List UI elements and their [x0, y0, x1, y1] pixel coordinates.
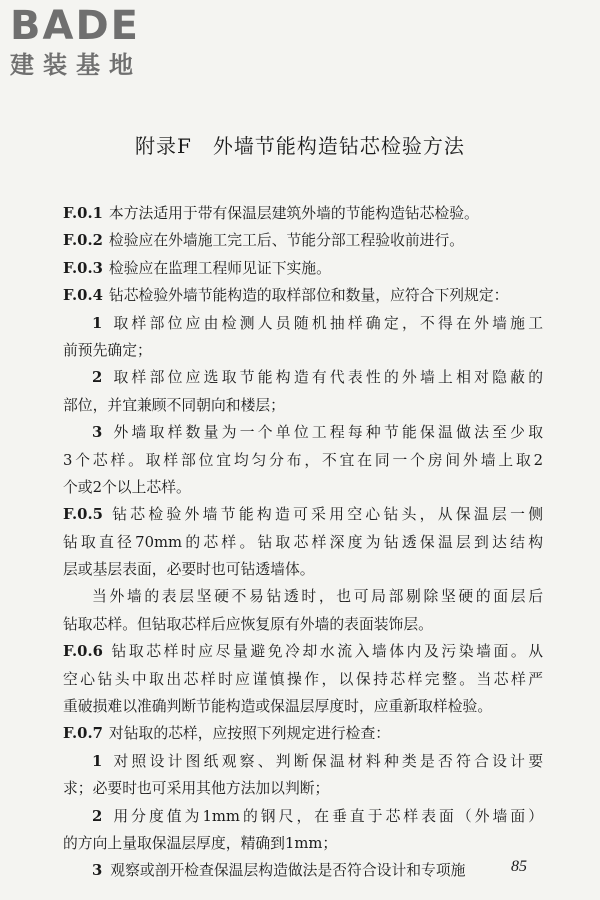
line-text: 检验应在监理工程师见证下实施。: [108, 259, 331, 277]
line-text: 外墙取样数量为一个单位工程每种节能保温做法至少取: [110, 424, 543, 442]
clause-number: F.0.7: [63, 725, 103, 743]
text-line: [63, 337, 543, 364]
text-line: [63, 227, 543, 254]
clause-number: F.0.4: [63, 287, 103, 305]
line-text: 3个芯样。取样部位宜均匀分布，不宜在同一个房间外墙上取2: [63, 451, 543, 469]
line-text: 重破损难以准确判断节能构造或保温层厚度时，应重新取样检验。: [63, 698, 493, 716]
text-line: [63, 611, 543, 638]
text-line: [63, 803, 543, 830]
line-text: 检验应在外墙施工完工后、节能分部工程验收前进行。: [108, 232, 465, 250]
clause-number: F.0.1: [63, 205, 103, 222]
text-line: [63, 200, 543, 227]
line-text: 取样部位应选取节能构造有代表性的外墙上相对隐蔽的: [110, 369, 543, 387]
text-line: [63, 529, 543, 556]
logo-subtitle: 建装基地: [10, 51, 142, 79]
clause-number: F.0.6: [63, 643, 103, 661]
line-text: 钻取直径70mm的芯样。钻取芯样深度为钻透保温层到达结构: [63, 533, 543, 551]
line-text: 观察或剖开检查保温层构造做法是否符合设计和专项施: [110, 862, 466, 880]
text-line: [63, 474, 543, 501]
text-line: [63, 447, 543, 474]
line-text: 用分度值为1mm的钢尺，在垂直于芯样表面（外墙面）: [110, 807, 543, 825]
line-text: 取样部位应由检测人员随机抽样确定，不得在外墙施工: [110, 314, 543, 332]
text-line: [63, 255, 543, 282]
text-line: [63, 419, 543, 446]
line-text: 对钻取的芯样，应按照下列规定进行检查：: [108, 725, 391, 743]
text-line: [63, 720, 543, 747]
line-text: 部位，并宜兼顾不同朝向和楼层；: [63, 396, 285, 414]
line-text: 本方法适用于带有保温层建筑外墙的节能构造钻芯检验。: [108, 205, 479, 222]
item-number: 3: [92, 862, 103, 880]
line-text: 前预先确定；: [63, 341, 152, 359]
text-line: [63, 556, 543, 583]
page-number: 85: [511, 858, 527, 875]
item-number: 3: [92, 424, 103, 442]
text-line: [63, 638, 543, 665]
text-line: [63, 857, 543, 884]
text-line: [63, 830, 543, 857]
line-text: 个或2个以上芯样。: [63, 478, 191, 496]
body-text: [63, 200, 543, 885]
text-line: [63, 693, 543, 720]
line-text: 的方向上量取保温层厚度，精确到1mm；: [63, 834, 338, 852]
line-text: 钻取芯样。但钻取芯样后应恢复原有外墙的表面装饰层。: [63, 615, 433, 633]
text-line: [63, 364, 543, 391]
text-line: [63, 775, 543, 802]
line-text: 钻芯检验外墙节能构造的取样部位和数量，应符合下列规定：: [108, 287, 509, 305]
line-text: 求；必要时也可采用其他方法加以判断；: [63, 780, 330, 798]
logo-brand: BADE: [10, 3, 140, 49]
text-line: [63, 501, 543, 528]
item-number: 1: [92, 752, 103, 770]
line-text: 层或基层表面，必要时也可钻透墙体。: [63, 561, 315, 579]
item-number: 1: [92, 314, 103, 332]
text-line: [63, 310, 543, 337]
text-line: [63, 583, 543, 610]
clause-number: F.0.2: [63, 232, 103, 250]
item-number: 2: [92, 807, 103, 825]
appendix-title: 附录F 外墙节能构造钻芯检验方法: [135, 134, 465, 158]
line-text: 钻取芯样时应尽量避免冷却水流入墙体内及污染墙面。从: [108, 643, 543, 661]
text-line: [63, 748, 543, 775]
logo: [10, 4, 180, 80]
text-line: [63, 392, 543, 419]
item-number: 2: [92, 369, 103, 387]
clause-number: F.0.5: [63, 506, 103, 524]
clause-number: F.0.3: [63, 259, 103, 277]
line-text: 空心钻头中取出芯样时应谨慎操作，以保持芯样完整。当芯样严: [63, 670, 543, 688]
line-text: 钻芯检验外墙节能构造可采用空心钻头，从保温层一侧: [108, 506, 543, 524]
paragraph-text: 当外墙的表层坚硬不易钻透时，也可局部剔除坚硬的面层后: [92, 588, 543, 606]
text-line: [63, 666, 543, 693]
text-line: [63, 282, 543, 309]
line-text: 对照设计图纸观察、判断保温材料种类是否符合设计要: [110, 752, 543, 770]
